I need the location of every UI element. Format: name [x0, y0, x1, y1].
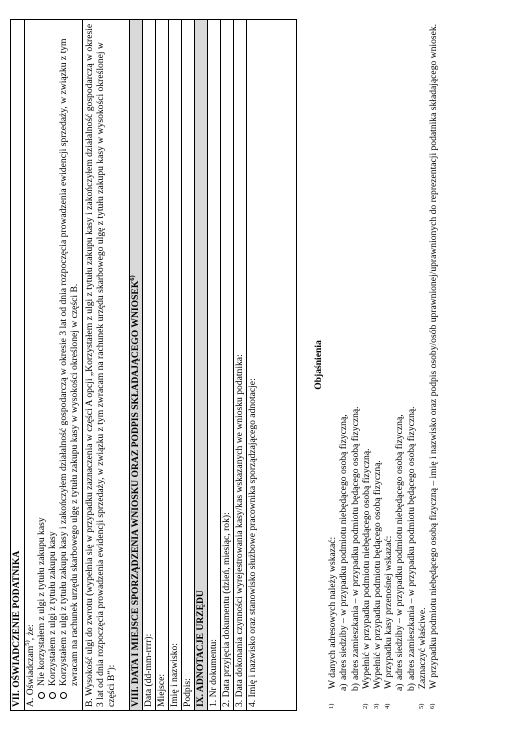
option-label: Nie korzystałem z ulgi z tytułu zakupu kasy: [36, 517, 47, 686]
sub-text: adres siedziby – w przypadku podmiotu niebędącego osobą fizyczną,: [338, 414, 350, 680]
section-8-title-text: VIII. DATA I MIEJSCE SPORZĄDZENIA WNIOSKU ORAZ PODPIS SKŁADAJĄCEGO WNIOSEK: [130, 280, 141, 707]
form-table: [10, 19, 297, 711]
footnote-number: 6): [429, 703, 437, 709]
sub-text: adres siedziby – w przypadku podmiotu niebędącego osobą fizyczną,: [394, 414, 406, 680]
field-label: 4. Imię i nazwisko oraz stanowisko służbowe pracownika sporządzającego adnotacje:: [247, 378, 258, 707]
explanations-title: Objaśnienia: [313, 340, 324, 390]
radio-circle-icon[interactable]: [60, 692, 67, 699]
section-7a-suffix: , że:: [25, 624, 36, 641]
footnote-3: [372, 19, 383, 711]
explanations: [313, 19, 439, 711]
sub-letter: b): [349, 683, 361, 691]
footnote-number: 3): [373, 703, 381, 709]
field-label: Miejsce:: [156, 673, 167, 707]
footnote-number: 4): [384, 703, 392, 709]
option-label: Korzystałem z ulgi z tytułu zakupu kasy: [47, 531, 58, 686]
option-label: Korzystałem z ulgi z tytułu zakupu kasy i zakończyłem działalność gospodarczą w okresie 3 lat od dnia rozpoczęcia prowadzenia ewidencji sprzedaży, w związku z tym zwracam na rachunek urzędu skarbowego ulgę z tytułu zakupu kasy w wysokości określonej w części B.: [58, 38, 80, 686]
section-9-title: [195, 20, 208, 710]
field-label: Imię i nazwisko:: [169, 643, 180, 707]
field-doc-number[interactable]: [208, 20, 221, 710]
section-7a-label: [25, 23, 36, 707]
footnote-6: [428, 19, 439, 711]
field-signature[interactable]: [182, 20, 195, 710]
sub-letter: a): [338, 683, 350, 691]
footnote-text: Zaznaczyć właściwe.: [416, 607, 428, 689]
footnote-number: 5): [417, 703, 425, 709]
option-used-relief[interactable]: [47, 23, 58, 707]
field-receipt-date[interactable]: [221, 20, 234, 710]
section-7-title: [11, 20, 25, 710]
field-officer[interactable]: [247, 20, 260, 710]
sub-text: adres zamieszkania – w przypadku podmiotu będącego osobą fizyczną.: [405, 406, 417, 680]
field-label: 1. Nr dokumentu:: [208, 639, 219, 707]
footnote-4b: [406, 19, 417, 711]
footnote-text: Wypełnić w przypadku podmiotu niebędącego osobą fizyczną.: [360, 448, 372, 689]
field-place[interactable]: [156, 20, 169, 710]
option-no-relief[interactable]: [36, 23, 47, 707]
footnote-5: [417, 19, 428, 711]
section-7a-prefix: A. Oświadczam: [25, 645, 36, 707]
field-label: 3. Data dokonania czynności wyrejestrowania kasy/kas wskazanych we wniosku podatnika:: [234, 354, 245, 707]
footnote-ref-6: 6): [128, 275, 136, 281]
field-label: Podpis:: [182, 678, 193, 707]
footnote-text: W przypadku kasy przenośnej wskazać:: [383, 535, 395, 689]
field-label: Data (dd-mm-rrrr):: [143, 633, 154, 707]
field-name[interactable]: [169, 20, 182, 710]
section-7-title-text: VII. OŚWIADCZENIE PODATNIKA: [11, 550, 22, 707]
field-date[interactable]: [143, 20, 156, 710]
section-7a: [25, 20, 83, 710]
footnote-1: [327, 19, 338, 711]
option-used-relief-return[interactable]: [58, 23, 80, 707]
footnote-text: W przypadku podmiotu niebędącego osobą fizyczną – imię i nazwisko oraz podpis osoby/osób uprawnionej/uprawnionych do reprezentacji podatnika składającego wniosek.: [428, 23, 440, 689]
footnote-4a: [394, 19, 405, 711]
section-7b-text: B. Wysokość ulgi do zwrotu (wypełnia się w przypadku zaznaczenia w części A opcji „Korzystałem z ulgi z tytułu zakupu kasy i zakończyłem działalność gospodarczą w okresie 3 lat od dnia rozpoczęcia prowadzenia ewidencji sprzedaży, w związku z tym zwracam na rachunek urzędu skarbowego ulgę z tytułu zakupu kasy w wysokości określonej w części B”):: [84, 23, 117, 707]
sub-letter: b): [405, 683, 417, 691]
footnote-number: 1): [328, 703, 336, 709]
footnote-text: Wypełnić w przypadku podmiotu będącego osobą fizyczną.: [372, 460, 384, 689]
footnote-1b: [350, 19, 361, 711]
field-label: 2. Data przyjęcia dokumentu (dzień, miesiąc, rok):: [221, 512, 232, 707]
section-8-title: [130, 20, 143, 710]
field-deregistration-date[interactable]: [234, 20, 247, 710]
footnote-text: W danych adresowych należy wskazać:: [327, 536, 339, 689]
sub-text: adres zamieszkania – w przypadku podmiotu będącego osobą fizyczną.: [349, 406, 361, 680]
footnote-2: [361, 19, 372, 711]
radio-circle-icon[interactable]: [49, 692, 56, 699]
section-9-title-text: IX. ADNOTACJE URZĘDU: [195, 590, 206, 707]
footnote-number: 2): [361, 703, 369, 709]
radio-circle-icon[interactable]: [38, 692, 45, 699]
sub-letter: a): [394, 683, 406, 691]
footnote-1a: [338, 19, 349, 711]
footnote-ref-5: 5): [23, 640, 31, 646]
footnote-4: [383, 19, 394, 711]
section-7b[interactable]: [83, 20, 130, 710]
